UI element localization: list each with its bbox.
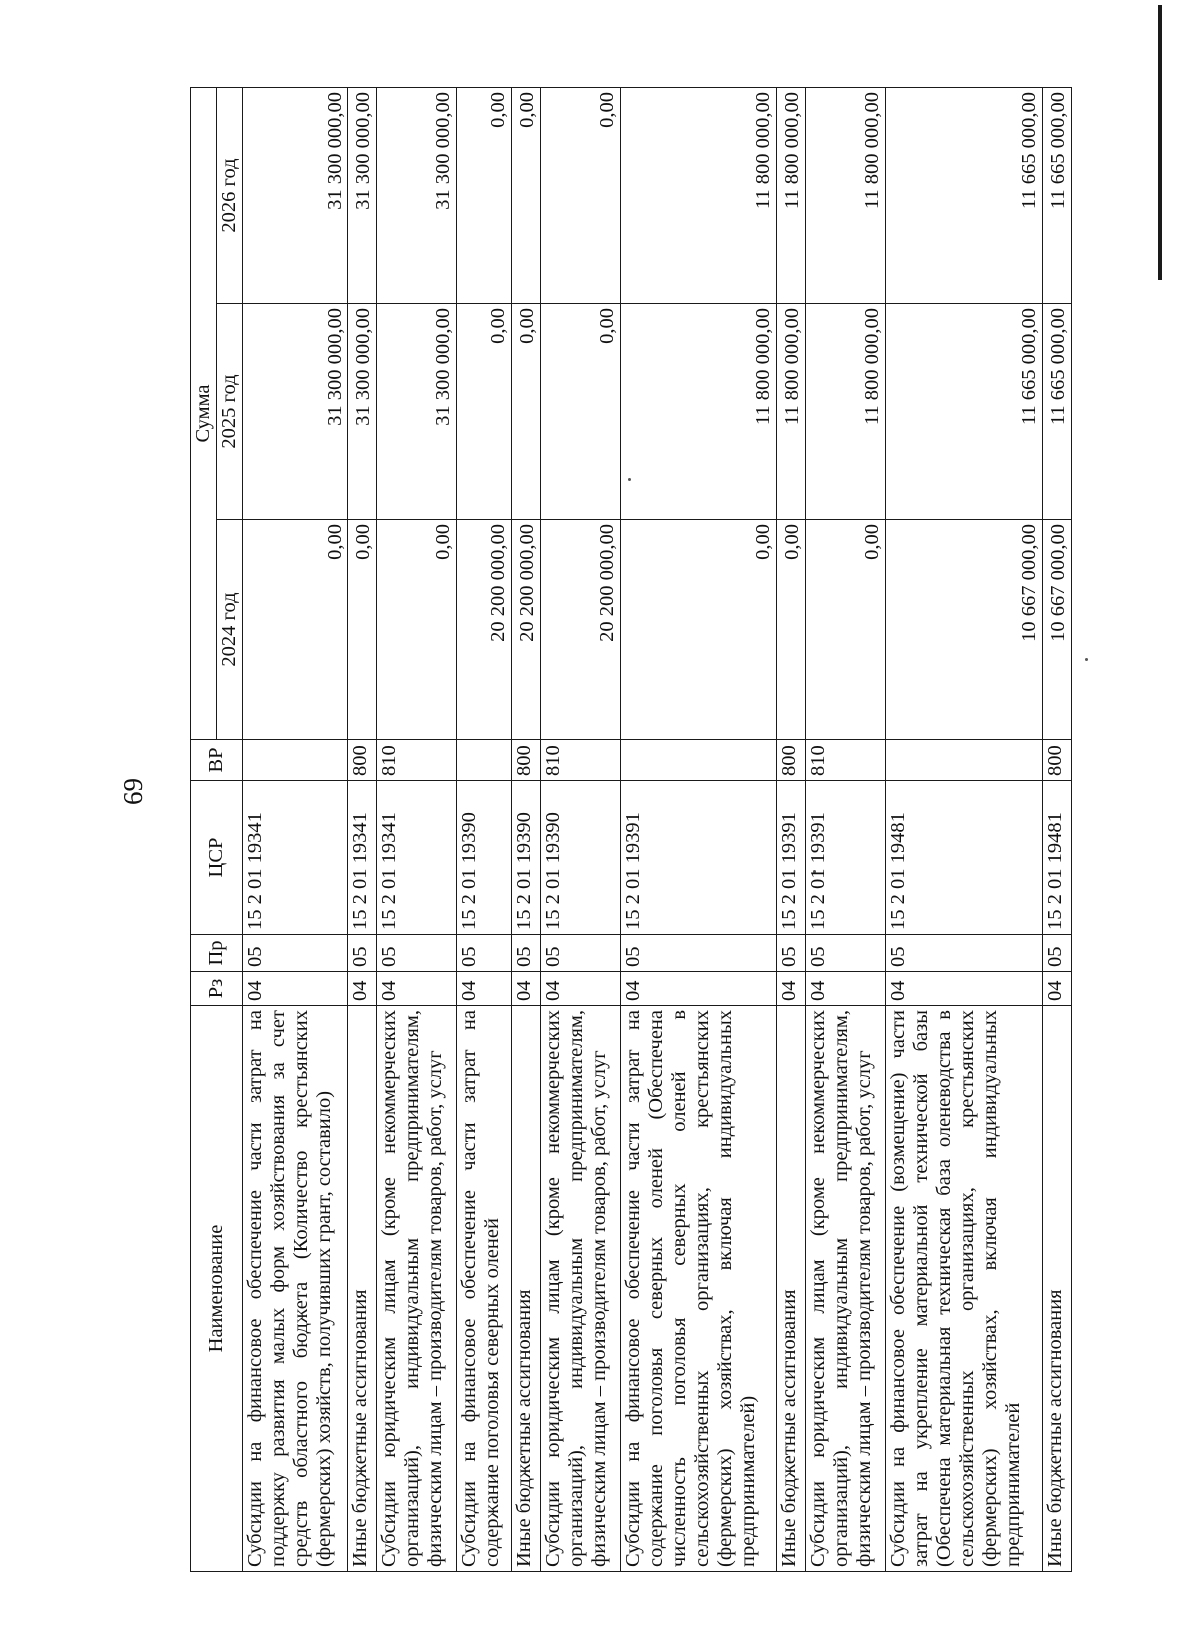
table-row xyxy=(348,87,377,1571)
cell-2025: 11 800 000,00 xyxy=(620,304,777,520)
cell-csr: 15 2 01 19481 xyxy=(886,781,1043,935)
cell-rz: 04 xyxy=(242,972,348,1006)
cell-pr: 05 xyxy=(348,935,377,972)
scan-edge-line xyxy=(1158,5,1162,280)
cell-vr: 810 xyxy=(540,740,620,781)
cell-csr: 15 2 01 19341 xyxy=(377,781,457,935)
cell-2026: 11 800 000,00 xyxy=(620,87,777,303)
cell-csr: 15 2 01 19391 xyxy=(806,781,886,935)
cell-vr xyxy=(886,740,1043,781)
cell-2024: 20 200 000,00 xyxy=(540,520,620,740)
cell-2024: 0,00 xyxy=(242,520,348,740)
cell-name: Субсидии на финансовое обеспечение части затрат на содержание поголовья северных оленей xyxy=(457,1006,511,1572)
header-vr: ВР xyxy=(191,740,243,781)
cell-name: Субсидии на финансовое обеспечение (возмещение) части затрат на укрепление материальной технической базы (Обеспечена материальная техническая база оленеводства в сельскохозяйственных организациях, крестьянских (фермерских) хозяйствах, включая индивидуальных предпринимателей xyxy=(886,1006,1043,1572)
cell-pr: 05 xyxy=(806,935,886,972)
header-name: Наименование xyxy=(191,1006,243,1572)
table-row xyxy=(377,87,457,1571)
cell-rz: 04 xyxy=(806,972,886,1006)
header-year-2024: 2024 год xyxy=(216,520,242,740)
cell-rz: 04 xyxy=(457,972,511,1006)
cell-pr: 05 xyxy=(377,935,457,972)
header-pr: Пр xyxy=(191,935,243,972)
cell-name: Иные бюджетные ассигнования xyxy=(348,1006,377,1572)
cell-2024: 0,00 xyxy=(377,520,457,740)
cell-2024: 0,00 xyxy=(777,520,806,740)
page-number: 69 xyxy=(118,778,148,805)
cell-2024: 10 667 000,00 xyxy=(1043,520,1072,740)
cell-2025: 11 800 000,00 xyxy=(777,304,806,520)
cell-name: Субсидии на финансовое обеспечение части затрат на содержание поголовья северных оленей (Обеспечена численность поголовья северных оленей в сельскохозяйственных организациях, крестьянских (фермерских) хозяйствах, включая индивидуальных предпринимателей) xyxy=(620,1006,777,1572)
cell-rz: 04 xyxy=(348,972,377,1006)
cell-rz: 04 xyxy=(377,972,457,1006)
cell-name: Субсидии юридическим лицам (кроме некоммерческих организаций), индивидуальным предпринимателям, физическим лицам – производителям товаров, работ, услуг xyxy=(540,1006,620,1572)
cell-2026: 0,00 xyxy=(457,87,511,303)
cell-pr: 05 xyxy=(511,935,540,972)
cell-2026: 11 665 000,00 xyxy=(1043,87,1072,303)
cell-rz: 04 xyxy=(1043,972,1072,1006)
cell-pr: 05 xyxy=(620,935,777,972)
cell-2026: 0,00 xyxy=(511,87,540,303)
header-sum: Сумма xyxy=(191,87,217,739)
header-csr: ЦСР xyxy=(191,781,243,935)
cell-rz: 04 xyxy=(620,972,777,1006)
cell-2026: 11 800 000,00 xyxy=(806,87,886,303)
cell-2026: 31 300 000,00 xyxy=(377,87,457,303)
cell-vr xyxy=(620,740,777,781)
header-year-2025: 2025 год xyxy=(216,304,242,520)
table-row xyxy=(806,87,886,1571)
cell-pr: 05 xyxy=(457,935,511,972)
cell-vr: 800 xyxy=(1043,740,1072,781)
cell-vr: 800 xyxy=(348,740,377,781)
cell-name: Субсидии юридическим лицам (кроме некоммерческих организаций), индивидуальным предпринимателям, физическим лицам – производителям товаров, работ, услуг xyxy=(806,1006,886,1572)
cell-csr: 15 2 01 19481 xyxy=(1043,781,1072,935)
cell-2024: 0,00 xyxy=(806,520,886,740)
cell-2025: 31 300 000,00 xyxy=(242,304,348,520)
cell-2025: 31 300 000,00 xyxy=(348,304,377,520)
rotated-budget-table-wrapper xyxy=(190,88,1072,1572)
cell-name: Субсидии юридическим лицам (кроме некоммерческих организаций), индивидуальным предпринимателям, физическим лицам – производителям товаров, работ, услуг xyxy=(377,1006,457,1572)
cell-2024: 10 667 000,00 xyxy=(886,520,1043,740)
cell-vr: 800 xyxy=(511,740,540,781)
cell-2025: 31 300 000,00 xyxy=(377,304,457,520)
cell-vr: 800 xyxy=(777,740,806,781)
budget-allocation-table xyxy=(190,87,1072,1572)
cell-csr: 15 2 01 19390 xyxy=(511,781,540,935)
cell-rz: 04 xyxy=(777,972,806,1006)
cell-vr xyxy=(242,740,348,781)
cell-csr: 15 2 01 19390 xyxy=(457,781,511,935)
cell-name: Иные бюджетные ассигнования xyxy=(777,1006,806,1572)
table-row xyxy=(777,87,806,1571)
cell-name: Субсидии на финансовое обеспечение части затрат на поддержку развития малых форм хозяйствования за счет средств областного бюджета (Количество крестьянских (фермерских) хозяйств, получивших грант, составило) xyxy=(242,1006,348,1572)
cell-2025: 11 800 000,00 xyxy=(806,304,886,520)
cell-csr: 15 2 01 19390 xyxy=(540,781,620,935)
header-rz: Рз xyxy=(191,972,243,1006)
cell-2026: 31 300 000,00 xyxy=(242,87,348,303)
table-row xyxy=(886,87,1043,1571)
cell-pr: 05 xyxy=(540,935,620,972)
cell-2025: 0,00 xyxy=(511,304,540,520)
cell-2024: 20 200 000,00 xyxy=(511,520,540,740)
table-row xyxy=(540,87,620,1571)
table-row xyxy=(511,87,540,1571)
cell-csr: 15 2 01 19341 xyxy=(242,781,348,935)
header-year-2026: 2026 год xyxy=(216,87,242,303)
cell-2026: 11 665 000,00 xyxy=(886,87,1043,303)
cell-2025: 0,00 xyxy=(457,304,511,520)
cell-vr: 810 xyxy=(806,740,886,781)
scan-speck xyxy=(1085,658,1088,661)
cell-csr: 15 2 01 19391 xyxy=(777,781,806,935)
cell-2026: 31 300 000,00 xyxy=(348,87,377,303)
cell-rz: 04 xyxy=(540,972,620,1006)
cell-2024: 0,00 xyxy=(348,520,377,740)
table-row xyxy=(1043,87,1072,1571)
cell-pr: 05 xyxy=(777,935,806,972)
cell-name: Иные бюджетные ассигнования xyxy=(511,1006,540,1572)
cell-2025: 11 665 000,00 xyxy=(1043,304,1072,520)
cell-2025: 11 665 000,00 xyxy=(886,304,1043,520)
cell-2025: 0,00 xyxy=(540,304,620,520)
cell-csr: 15 2 01 19391 xyxy=(620,781,777,935)
cell-pr: 05 xyxy=(1043,935,1072,972)
cell-rz: 04 xyxy=(886,972,1043,1006)
cell-pr: 05 xyxy=(242,935,348,972)
cell-rz: 04 xyxy=(511,972,540,1006)
cell-name: Иные бюджетные ассигнования xyxy=(1043,1006,1072,1572)
cell-vr: 810 xyxy=(377,740,457,781)
cell-pr: 05 xyxy=(886,935,1043,972)
cell-2024: 0,00 xyxy=(620,520,777,740)
table-body xyxy=(242,87,1071,1571)
table-row xyxy=(620,87,777,1571)
table-row xyxy=(457,87,511,1571)
cell-2026: 0,00 xyxy=(540,87,620,303)
table-row xyxy=(242,87,348,1571)
cell-2024: 20 200 000,00 xyxy=(457,520,511,740)
cell-vr xyxy=(457,740,511,781)
cell-2026: 11 800 000,00 xyxy=(777,87,806,303)
cell-csr: 15 2 01 19341 xyxy=(348,781,377,935)
